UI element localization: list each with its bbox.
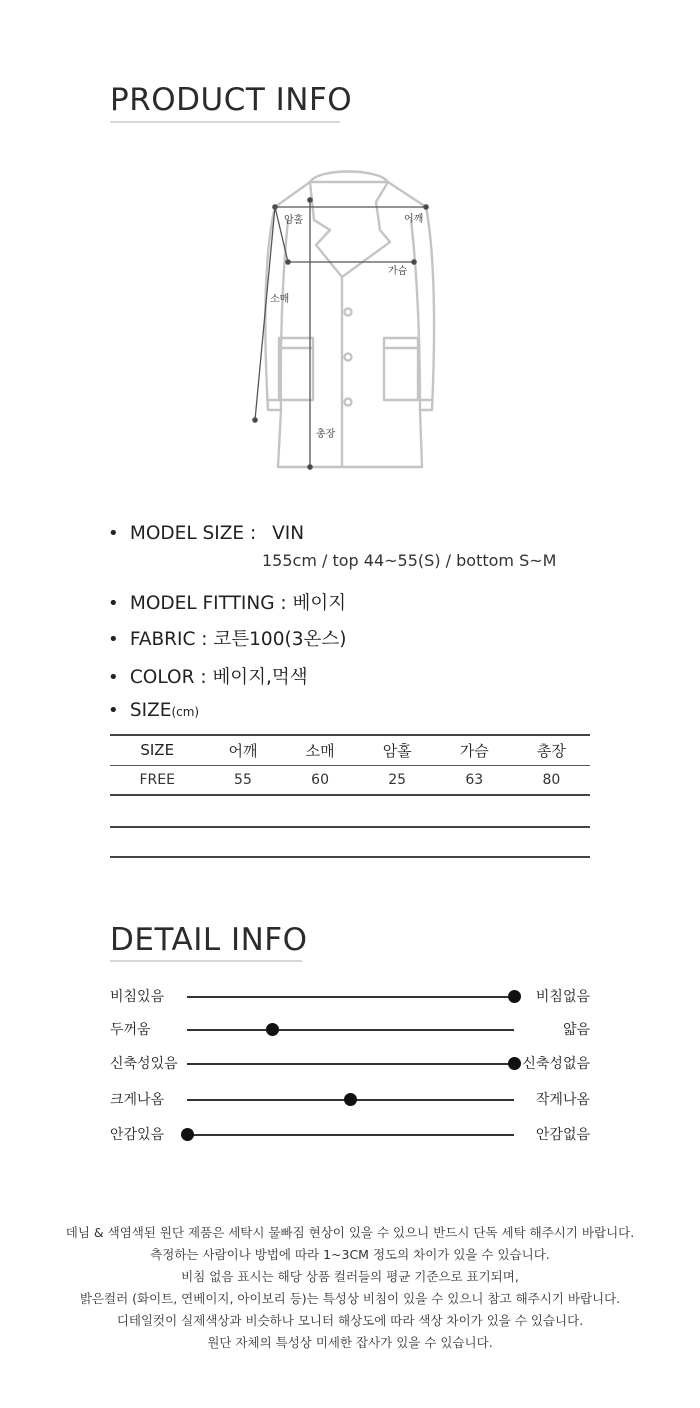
size-label: SIZE bbox=[129, 700, 172, 721]
size-table-cell: 55 bbox=[204, 765, 281, 795]
care-note-line: 비침 없음 표시는 해당 상품 컬러들의 평균 기준으로 표기되며, bbox=[181, 1269, 519, 1284]
detail-scale-indicator bbox=[181, 1128, 194, 1141]
model-size-value: VIN bbox=[272, 523, 305, 544]
detail-scale-row bbox=[110, 983, 590, 1009]
size-table-cell: 60 bbox=[282, 765, 359, 795]
detail-scale-indicator bbox=[266, 1023, 279, 1036]
care-note-line: 밝은컬러 (화이트, 연베이지, 아이보리 등)는 특성상 비침이 있을 수 있으니 참고 해주시기 바랍니다. bbox=[79, 1291, 621, 1306]
bullet-icon: • bbox=[108, 667, 119, 688]
care-note-line: 데님 & 색염색된 원단 제품은 세탁시 물빠짐 현상이 있을 수 있으니 반드시 단독 세탁 해주시기 바랍니다. bbox=[65, 1225, 635, 1240]
bullet-icon: • bbox=[108, 593, 119, 614]
model-size-row bbox=[108, 523, 304, 544]
detail-scale-row bbox=[110, 1086, 590, 1112]
detail-scale-right-label: 신축성없음 bbox=[522, 1056, 590, 1072]
fabric-row bbox=[108, 625, 346, 651]
color-row bbox=[108, 663, 308, 689]
detail-scale-indicator bbox=[344, 1093, 357, 1106]
coat-measurement-diagram bbox=[238, 160, 468, 480]
detail-scale-right-label: 비침없음 bbox=[535, 989, 590, 1005]
detail-scale-track bbox=[187, 1029, 514, 1031]
detail-info-title: DETAIL INFO bbox=[110, 922, 308, 958]
detail-scale-track bbox=[187, 996, 514, 998]
size-table-cell: FREE bbox=[110, 765, 204, 795]
size-unit: (cm) bbox=[171, 705, 200, 719]
model-size-detail: 155cm / top 44~55(S) / bottom S~M bbox=[262, 551, 557, 570]
model-size-label: MODEL SIZE : bbox=[129, 523, 257, 544]
bullet-icon: • bbox=[108, 629, 119, 650]
color-label: COLOR : bbox=[129, 667, 207, 688]
table-empty-line bbox=[110, 856, 590, 858]
model-fitting-value: 베이지 bbox=[292, 593, 347, 614]
size-table-header bbox=[110, 735, 590, 765]
detail-scale-left-label: 신축성있음 bbox=[110, 1056, 178, 1072]
care-note-line: 디테일컷이 실제색상과 비슷하나 모니터 해상도에 따라 색상 차이가 있을 수 있습니다. bbox=[116, 1313, 584, 1328]
bullet-icon: • bbox=[108, 523, 119, 544]
detail-info-underline bbox=[110, 960, 302, 962]
diagram-label-length: 총장 bbox=[316, 429, 336, 440]
detail-scale-left-label: 크게나옴 bbox=[110, 1092, 165, 1108]
detail-scale-left-label: 비침있음 bbox=[110, 989, 165, 1005]
detail-scale-row bbox=[110, 1121, 590, 1147]
care-note-line: 원단 자체의 특성상 미세한 잡사가 있을 수 있습니다. bbox=[207, 1335, 493, 1350]
diagram-label-sleeve: 소매 bbox=[270, 294, 290, 305]
size-table-cell: 25 bbox=[359, 765, 436, 795]
diagram-label-armhole: 암홀 bbox=[284, 215, 304, 226]
diagram-label-shoulder: 어깨 bbox=[404, 214, 424, 225]
detail-scale-left-label: 안감있음 bbox=[110, 1127, 165, 1143]
size-table-cell: 63 bbox=[436, 765, 513, 795]
size-table-cell: 80 bbox=[513, 765, 590, 795]
size-table bbox=[110, 734, 590, 796]
product-info-underline bbox=[110, 121, 340, 123]
size-table-header-cell: 어깨 bbox=[204, 735, 281, 765]
size-row bbox=[108, 700, 199, 721]
table-row bbox=[110, 765, 590, 795]
size-table-header-cell: 암홀 bbox=[359, 735, 436, 765]
detail-scale-row bbox=[110, 1050, 590, 1076]
care-note-line: 측정하는 사람이나 방법에 따라 1~3CM 정도의 차이가 있을 수 있습니다. bbox=[150, 1247, 550, 1262]
model-fitting-label: MODEL FITTING : bbox=[129, 593, 287, 614]
color-value: 베이지,먹색 bbox=[212, 667, 308, 688]
detail-scale-right-label: 안감없음 bbox=[535, 1127, 590, 1143]
size-table-header-cell: 소매 bbox=[282, 735, 359, 765]
detail-scale-indicator bbox=[508, 1057, 521, 1070]
size-table-header-cell: SIZE bbox=[110, 735, 204, 765]
detail-scale-left-label: 두꺼움 bbox=[110, 1022, 151, 1038]
bullet-icon: • bbox=[108, 700, 119, 721]
fabric-label: FABRIC : bbox=[129, 629, 208, 650]
diagram-label-chest: 가슴 bbox=[388, 266, 408, 277]
table-empty-line bbox=[110, 826, 590, 828]
fabric-value: 코튼100(3온스) bbox=[213, 629, 347, 650]
detail-scale-indicator bbox=[508, 990, 521, 1003]
care-notes bbox=[0, 1222, 700, 1354]
model-fitting-row bbox=[108, 589, 346, 615]
size-table-header-cell: 가슴 bbox=[436, 735, 513, 765]
product-info-title: PRODUCT INFO bbox=[110, 82, 353, 118]
detail-scale-right-label: 작게나옴 bbox=[535, 1092, 590, 1108]
size-table-header-cell: 총장 bbox=[513, 735, 590, 765]
detail-scale-track bbox=[187, 1063, 514, 1065]
detail-scale-row bbox=[110, 1016, 590, 1042]
detail-scale-right-label: 얇음 bbox=[562, 1022, 590, 1038]
detail-scale-track bbox=[187, 1134, 514, 1136]
